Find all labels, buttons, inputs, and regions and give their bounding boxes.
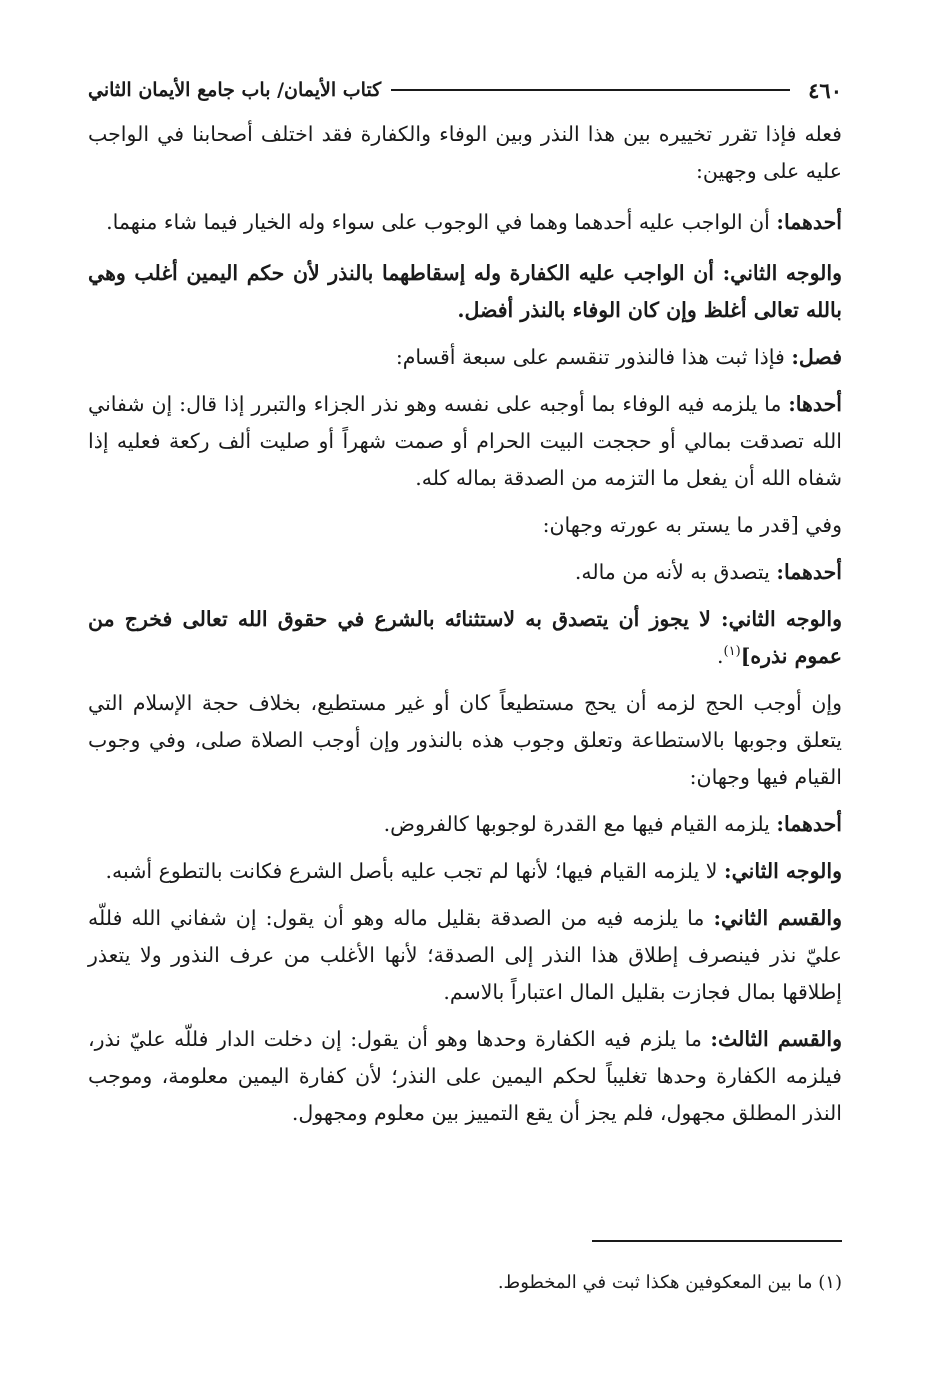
paragraph-lead: والقسم الثالث: <box>710 1027 842 1051</box>
paragraph-5 <box>88 386 842 497</box>
paragraph-13 <box>88 1021 842 1132</box>
header-rule <box>391 89 790 91</box>
running-title: كتاب الأيمان/ باب جامع الأيمان الثاني <box>88 79 382 101</box>
footnote-rule <box>592 1240 842 1242</box>
paragraph-10 <box>88 806 842 843</box>
paragraph-12 <box>88 900 842 1011</box>
paragraph-lead: أحدها: <box>788 392 842 416</box>
footnote-number: (١) <box>818 1272 842 1293</box>
paragraph-1 <box>88 116 842 190</box>
paragraph-11 <box>88 853 842 890</box>
paragraph-text: لا يجوز أن يتصدق به لاستثنائه بالشرع في حقوق الله تعالى فخرج من عموم نذره] <box>88 607 842 668</box>
paragraph-6 <box>88 507 842 544</box>
paragraph-text: ما يلزم فيه الكفارة وحدها وهو أن يقول: إن دخلت الدار فللّه عليّ نذر، فيلزمه الكفارة وحدها تغليباً لحكم اليمين على النذر؛ لأن كفارة اليمين معلومة، وموجب النذر المطلق مجهول، فلم يجز أن يقع التمييز بين معلوم ومجهول. <box>88 1027 842 1125</box>
page-number: ٤٦٠ <box>808 77 842 103</box>
footnote <box>88 1268 842 1298</box>
paragraph-text: يتصدق به لأنه من ماله. <box>574 560 777 584</box>
paragraph-8 <box>88 601 842 675</box>
paragraph-text: وفي [قدر ما يستر به عورته وجهان: <box>542 513 842 537</box>
footnote-text: ما بين المعكوفين هكذا ثبت في المخطوط. <box>497 1272 813 1293</box>
paragraph-lead: والوجه الثاني: <box>722 261 842 285</box>
paragraph-2 <box>88 204 842 241</box>
paragraph-text: يلزمه القيام فيها مع القدرة لوجوبها كالفروض. <box>383 812 777 836</box>
paragraph-text: أن الواجب عليه الكفارة وله إسقاطهما بالنذر لأن حكم اليمين أغلب وهي بالله تعالى أغلظ وإن كان الوفاء بالنذر أفضل. <box>88 261 842 322</box>
paragraph-lead: أحدهما: <box>776 560 842 584</box>
footnote-reference[interactable]: (١) <box>723 644 741 660</box>
paragraph-text: ما يلزمه فيه من الصدقة بقليل ماله وهو أن يقول: إن شفاني الله فللّه عليّ نذر فينصرف إطلاق هذا النذر إلى الصدقة؛ لأنها الأغلب من عرف النذور ولا يتعذر إطلاقها بمال فجازت بقليل المال اعتباراً بالاسم. <box>88 906 842 1004</box>
paragraph-text: لا يلزمه القيام فيها؛ لأنها لم تجب عليه بأصل الشرع فكانت بالتطوع أشبه. <box>105 859 725 883</box>
body-text <box>88 116 842 1132</box>
paragraph-text: فإذا ثبت هذا فالنذور تنقسم على سبعة أقسام: <box>395 345 792 369</box>
paragraph-7 <box>88 554 842 591</box>
paragraph-3 <box>88 255 842 329</box>
paragraph-lead: والقسم الثاني: <box>713 906 842 930</box>
paragraph-text: أن الواجب عليه أحدهما وهما في الوجوب على سواء وله الخيار فيما شاء منهما. <box>106 210 777 234</box>
paragraph-lead: والوجه الثاني: <box>724 859 842 883</box>
paragraph-end: . <box>717 644 724 668</box>
paragraph-text: وإن أوجب الحج لزمه أن يحج مستطيعاً كان أو غير مستطيع، بخلاف حجة الإسلام التي يتعلق وجوبها بالاستطاعة وتعلق وجوب هذه بالنذور وإن أوجب الصلاة صلى، وفي وجوب القيام فيها وجهان: <box>88 691 842 789</box>
paragraph-lead: والوجه الثاني: <box>721 607 842 631</box>
paragraph-9 <box>88 685 842 796</box>
paragraph-4 <box>88 339 842 376</box>
paragraph-lead: فصل: <box>791 345 842 369</box>
paragraph-text: فعله فإذا تقرر تخييره بين هذا النذر وبين الوفاء والكفارة فقد اختلف أصحابنا في الواجب عليه على وجهين: <box>88 122 842 183</box>
page-header <box>88 70 842 110</box>
paragraph-lead: أحدهما: <box>776 812 842 836</box>
paragraph-lead: أحدهما: <box>776 210 842 234</box>
paragraph-text: ما يلزمه فيه الوفاء بما أوجبه على نفسه وهو نذر الجزاء والتبرر إذا قال: إن شفاني الله تصدقت بمالي أو حججت البيت الحرام أو صمت شهراً أو صليت ألف ركعة فعليه إذا شفاه الله أن يفعل ما التزمه من الصدقة بماله كله. <box>88 392 842 490</box>
